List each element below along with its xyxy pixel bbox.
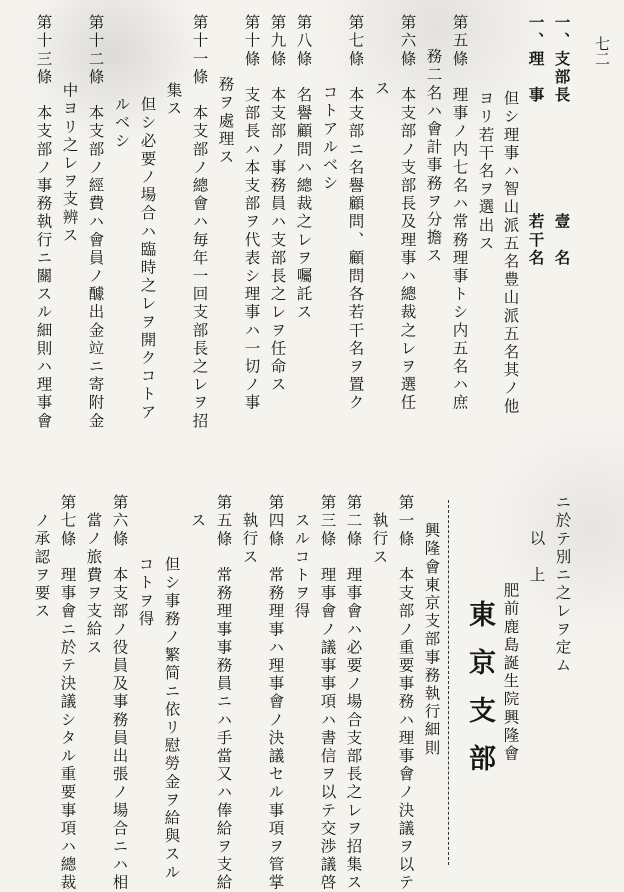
upper-line-5: 第五條 理事ノ内七名ハ常務理事トシ内五名ハ庶 <box>450 14 469 413</box>
lower-line-2: 以 上 <box>527 530 546 585</box>
upper-line-10: コトアルベシ <box>320 84 339 193</box>
lower-line-5: 興隆會東京支部事務執行細則 <box>422 522 441 758</box>
upper-line-16: 集ス <box>164 82 183 119</box>
lower-line-3: 肥前鹿島誕生院興隆會 <box>501 582 520 763</box>
upper-line-3: 但シ理事ハ智山派五名豊山派五名其ノ他 <box>501 90 520 416</box>
lower-line-6: 第一條 本支部ノ重要事務ハ理事會ノ決議ヲ以テ <box>396 494 415 892</box>
lower-line-20: ノ承認ヲ要ス <box>32 512 51 621</box>
lower-line-10: スルコトヲ得 <box>292 512 311 621</box>
lower-line-18: 當ノ旅費ヲ支給ス <box>84 512 103 657</box>
page-number: 七二 <box>593 36 611 66</box>
upper-line-12: 第九條 本支部ノ事務員ハ支部長之レヲ任命ス <box>268 14 287 395</box>
upper-line-1: 一、支部長 壹 名 <box>552 14 572 268</box>
upper-line-21: 第十三條 本支部ノ事務執行ニ關スル細則ハ理事會 <box>34 14 53 431</box>
lower-line-14: ス <box>188 512 207 531</box>
lower-line-1: ニ於テ別ニ之レヲ定ム <box>553 494 572 675</box>
lower-line-7: 執行ス <box>370 512 389 567</box>
lower-line-16: コトヲ得 <box>136 556 155 629</box>
upper-line-15: 第十一條 本支部ノ總會ハ毎年一回支部長之レヲ招 <box>190 14 209 431</box>
upper-line-11: 第八條 名譽顧問ハ總裁之レヲ囑託ス <box>294 14 313 322</box>
upper-line-17: 但シ必要ノ場合ハ臨時之レヲ開クコトア <box>138 96 157 422</box>
lower-line-4: 東京支部 <box>464 600 495 792</box>
upper-line-18: ルベシ <box>112 96 131 151</box>
upper-line-6: 務二名ハ會計事務ヲ分擔ス <box>424 48 443 266</box>
upper-line-2: 一、理 事 若干名 <box>526 14 546 268</box>
lower-line-12: 執行ス <box>240 512 259 567</box>
upper-line-13: 第十條 支部長ハ本支部ヲ代表シ理事ハ一切ノ事 <box>242 14 261 413</box>
upper-line-4: ヨリ若干名ヲ選出ス <box>476 90 495 253</box>
upper-line-19: 第十二條 本支部ノ經費ハ會員ノ醵出金竝ニ寄附金 <box>86 14 105 431</box>
upper-line-9: 第七條 本支部ニ名譽顧問、顧問各若干名ヲ置ク <box>346 14 365 413</box>
upper-line-20: 中ヨリ之レヲ支辨ス <box>60 82 79 245</box>
upper-line-8: ス <box>372 80 391 99</box>
section-divider <box>448 500 449 865</box>
lower-line-11: 第四條 常務理事ハ理事會ノ決議セル事項ヲ管掌 <box>266 494 285 892</box>
lower-line-8: 第二條 理事會ハ必要ノ場合支部長之レヲ招集ス <box>344 494 363 892</box>
lower-line-19: 第七條 理事會ニ於テ決議シタル重要事項ハ總裁 <box>58 494 77 892</box>
lower-line-9: 第三條 理事會ノ議事事項ハ書信ヲ以テ交渉議啓 <box>318 494 337 892</box>
lower-line-13: 第五條 常務理事事務員ニハ手當又ハ俸給ヲ支給 <box>214 494 233 892</box>
upper-line-14: 務ヲ處理ス <box>216 76 235 167</box>
lower-line-17: 第六條 本支部ノ役員及事務員出張ノ場合ニハ相 <box>110 494 129 892</box>
lower-line-15: 但シ事務ノ繁简ニ依リ慰勞金ヲ給與スル <box>162 556 181 882</box>
upper-line-7: 第六條 本支部ノ支部長及理事ハ總裁之レヲ選任 <box>398 14 417 413</box>
